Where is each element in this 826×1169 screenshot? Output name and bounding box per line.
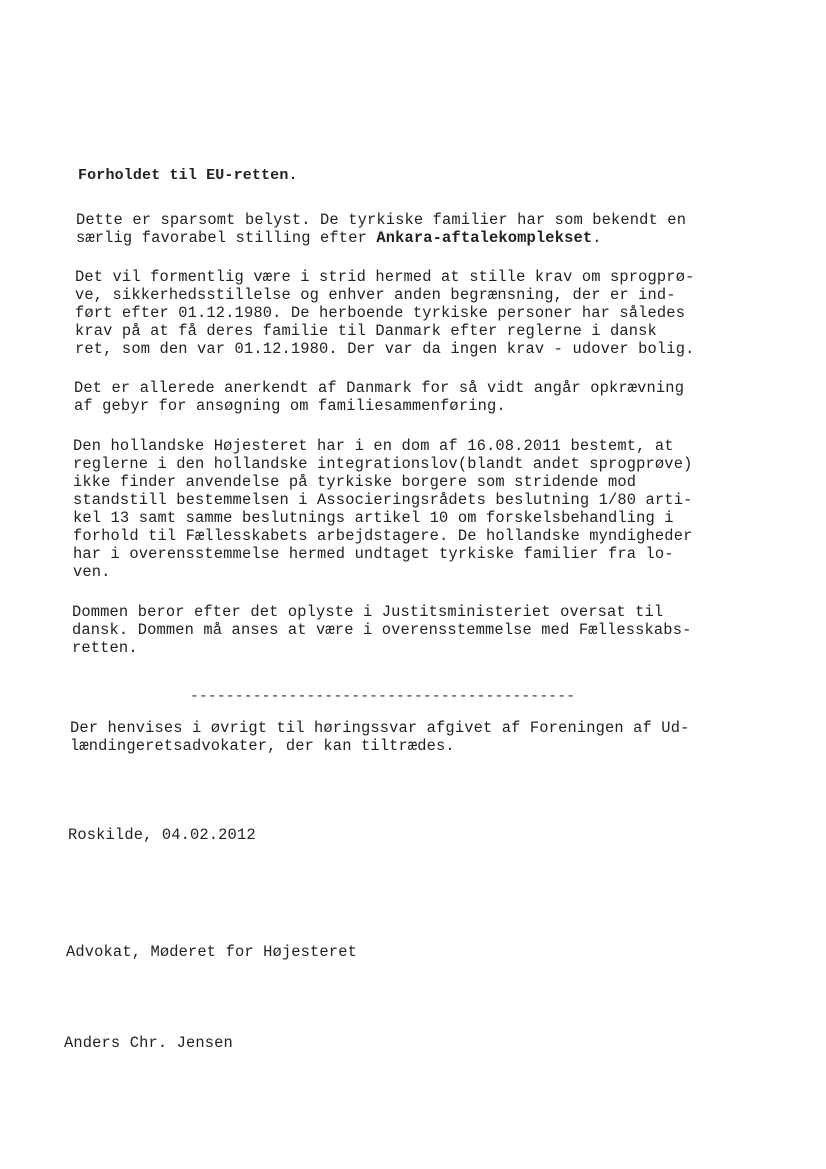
emphasized-term: Ankara-aftalekomplekset [376, 229, 593, 247]
paragraph-line: ført efter 01.12.1980. De herboende tyrkiske personer har således [75, 304, 686, 322]
paragraph-line: Det er allerede anerkendt af Danmark for så vidt angår opkrævning [74, 379, 685, 397]
paragraph-line: Der henvises i øvrigt til høringssvar afgivet af Foreningen af Ud- [70, 719, 690, 737]
paragraph-line: Dommen beror efter det oplyste i Justitsministeriet oversat til [72, 603, 664, 621]
paragraph-line: kel 13 samt samme beslutnings artikel 10 om forskelsbehandling i [73, 509, 674, 527]
place-date: Roskilde, 04.02.2012 [68, 826, 256, 844]
paragraph-line: forhold til Fællesskabets arbejdstagere. De hollandske myndigheder [73, 527, 693, 545]
paragraph-line: ikke finder anvendelse på tyrkiske borgere som stridende mod [73, 473, 637, 491]
paragraph-line: standstill bestemmelsen i Associeringsrådets beslutning 1/80 arti- [73, 491, 693, 509]
paragraph-line: Det vil formentlig være i strid hermed at stille krav om sprogprø- [75, 268, 695, 286]
paragraph-line [76, 229, 602, 247]
paragraph-line: ven. [73, 563, 111, 581]
paragraph-line: krav på at få deres familie til Danmark efter reglerne i dansk [75, 322, 657, 340]
paragraph-line: Den hollandske Højesteret har i en dom af 16.08.2011 bestemt, at [73, 437, 674, 455]
signatory-name: Anders Chr. Jensen [64, 1034, 233, 1052]
paragraph-line: af gebyr for ansøgning om familiesammenføring. [74, 397, 506, 415]
text-run: særlig favorabel stilling efter [76, 229, 377, 247]
paragraph-line: ret, som den var 01.12.1980. Der var da ingen krav - udover bolig. [75, 340, 695, 358]
paragraph-line: ve, sikkerhedsstillelse og enhver anden begrænsning, der er ind- [75, 286, 676, 304]
section-heading: Forholdet til EU-retten. [78, 167, 298, 184]
paragraph-line: retten. [72, 639, 138, 657]
paragraph-line: reglerne i den hollandske integrationslov(blandt andet sprogprøve) [73, 455, 693, 473]
signatory-title: Advokat, Møderet for Højesteret [66, 943, 357, 961]
paragraph-line: har i overensstemmelse hermed undtaget tyrkiske familier fra lo- [73, 545, 674, 563]
paragraph-line: Dette er sparsomt belyst. De tyrkiske familier har som bekendt en [76, 211, 687, 229]
text-run: . [592, 229, 602, 247]
paragraph-line: dansk. Dommen må anses at være i overensstemmelse med Fællesskabs- [72, 621, 692, 639]
paragraph-line: lændingeretsadvokater, der kan tiltrædes. [70, 737, 455, 755]
separator-line: ------------------------------------------- [190, 689, 576, 705]
